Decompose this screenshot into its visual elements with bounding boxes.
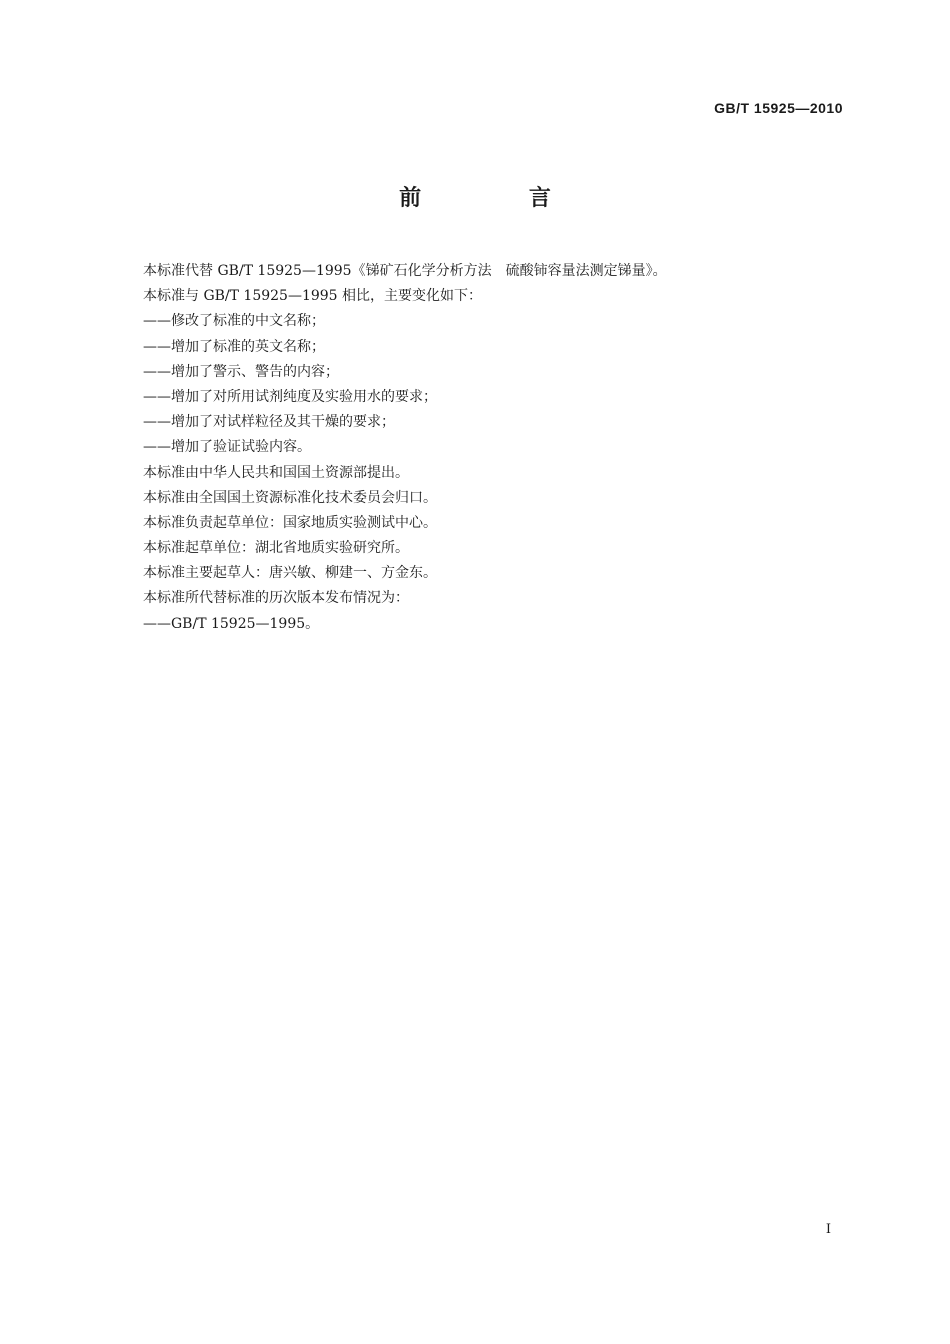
paragraph-line: 本标准主要起草人：唐兴敏、柳建一、方金东。 [143, 565, 437, 582]
change-item: ——修改了标准的中文名称； [143, 313, 325, 330]
change-item: ——增加了标准的英文名称； [143, 338, 325, 355]
paragraph-line: 本标准起草单位：湖北省地质实验研究所。 [143, 540, 409, 557]
paragraph-line: 本标准代替 GB/T 15925—1995《锑矿石化学分析方法 硫酸铈容量法测定锑量》。 [143, 263, 667, 279]
page-number: I [825, 1222, 831, 1237]
paragraph-line: 本标准负责起草单位：国家地质实验测试中心。 [143, 514, 437, 531]
paragraph-line: 本标准与 GB/T 15925—1995 相比，主要变化如下： [143, 288, 483, 305]
standard-code: GB/T 15925—2010 [714, 100, 843, 116]
change-item: ——增加了对试样粒径及其干燥的要求； [143, 414, 395, 431]
change-item: ——增加了验证试验内容。 [143, 439, 311, 456]
change-item: ——增加了对所用试剂纯度及实验用水的要求； [143, 388, 437, 405]
change-item: ——增加了警示、警告的内容； [143, 363, 339, 380]
paragraph-line: 本标准由中华人民共和国国土资源部提出。 [143, 464, 409, 481]
paragraph-line: 本标准所代替标准的历次版本发布情况为： [143, 590, 409, 607]
paragraph-line: 本标准由全国国土资源标准化技术委员会归口。 [143, 489, 437, 506]
foreword-body [143, 259, 843, 637]
page-title: 前 言 [399, 186, 601, 211]
history-item: ——GB/T 15925—1995。 [143, 615, 320, 632]
